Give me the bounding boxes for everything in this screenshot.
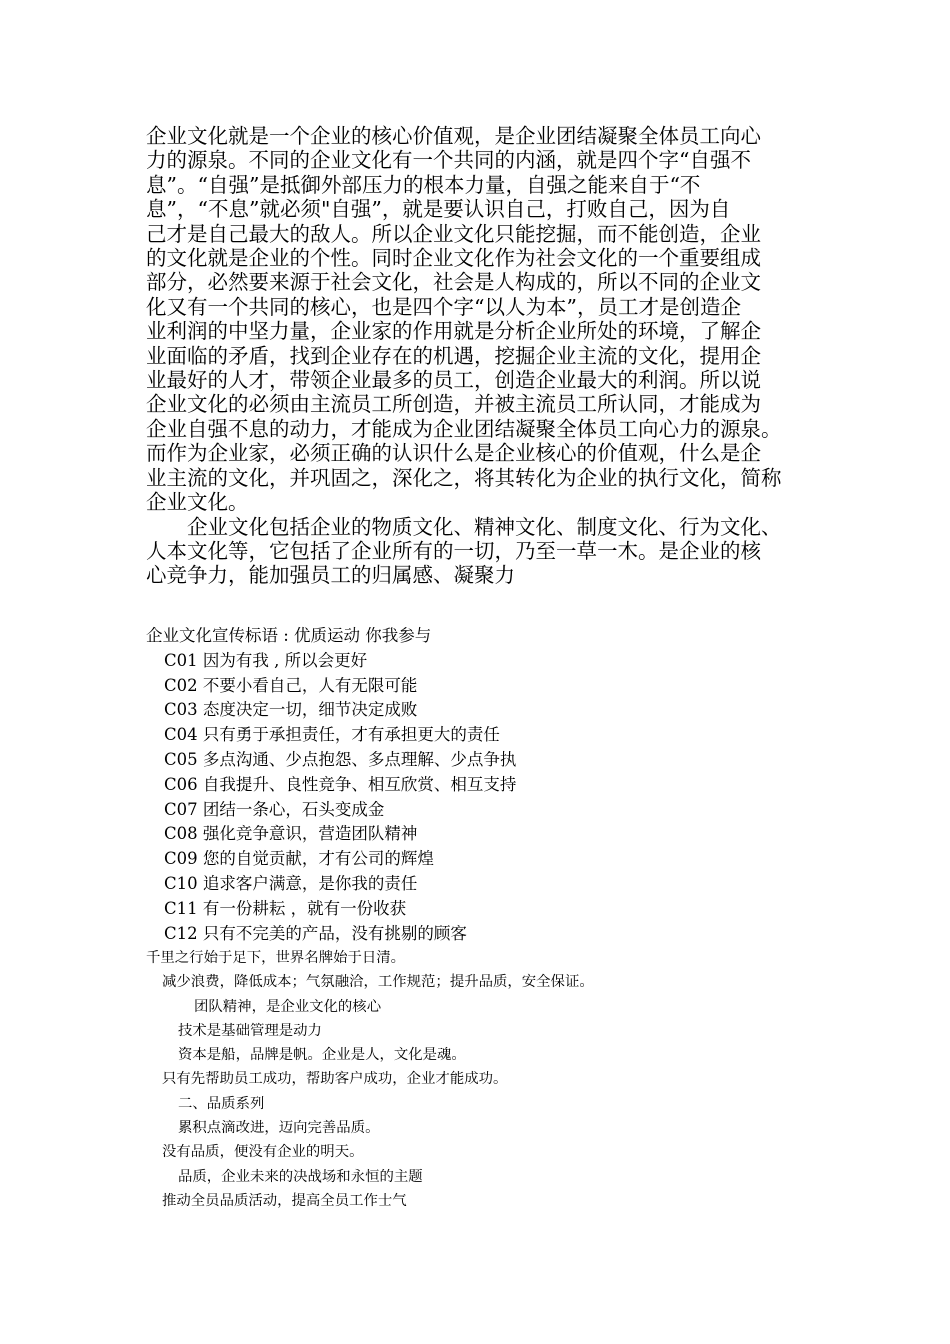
text-line: 业面临的矛盾，找到企业存在的机遇，挖掘企业主流的文化，提用企 <box>146 343 761 368</box>
text-line: 企业文化包括企业的物质文化、精神文化、制度文化、行为文化、 <box>146 514 782 539</box>
paragraph-culture-definition <box>146 124 826 515</box>
text-line: 企业文化就是一个企业的核心价值观，是企业团结凝聚全体员工向心 <box>146 124 761 148</box>
motto-line: 技术是基础管理是动力 <box>178 1022 322 1039</box>
text-line: 部分，必然要来源于社会文化，社会是人构成的，所以不同的企业文 <box>146 270 761 295</box>
motto-line: 资本是船，品牌是帆。企业是人，文化是魂。 <box>178 1047 466 1064</box>
text-line: 企业文化的必须由主流员工所创造，并被主流员工所认同，才能成为 <box>146 392 761 417</box>
text-line: 人本文化等，它包括了企业所有的一切，乃至一草一木。是企业的核 <box>146 538 761 563</box>
text-line: 心竞争力，能加强员工的归属感、凝聚力 <box>146 563 515 588</box>
slogan-item: C04 只有勇于承担责任，才有承担更大的责任 <box>164 725 500 745</box>
motto-line: 减少浪费，降低成本；气氛融洽，工作规范；提升品质，安全保证。 <box>162 974 594 991</box>
slogan-item: C08 强化竞争意识，营造团队精神 <box>164 824 418 844</box>
motto-line: 团队精神，是企业文化的核心 <box>194 998 382 1015</box>
motto-line: 推动全员品质活动，提高全员工作士气 <box>162 1192 407 1209</box>
motto-line: 二、品质系列 <box>178 1095 265 1112</box>
text-line: 的文化就是企业的个性。同时企业文化作为社会文化的一个重要组成 <box>146 246 761 271</box>
slogan-item: C11 有一份耕耘 ，就有一份收获 <box>164 898 407 918</box>
text-line: 化又有一个共同的核心，也是四个字“以人为本”，员工才是创造企 <box>146 294 741 319</box>
slogan-item: C09 您的自觉贡献，才有公司的辉煌 <box>164 849 434 869</box>
slogan-item: C02 不要小看自己，人有无限可能 <box>164 675 418 695</box>
slogan-item: C07 团结一条心，石头变成金 <box>164 799 385 819</box>
slogan-item: C01 因为有我 , 所以会更好 <box>164 650 368 670</box>
slogan-item: C05 多点沟通、少点抱怨、多点理解、少点争执 <box>164 749 517 769</box>
body-text <box>146 124 826 588</box>
text-line: 力的源泉。不同的企业文化有一个共同的内涵，就是四个字“自强不 <box>146 148 751 173</box>
slogan-item: C03 态度决定一切，细节决定成败 <box>164 700 418 720</box>
text-line: 息”。“自强”是抵御外部压力的根本力量，自强之能来自于“不 <box>146 172 701 197</box>
slogan-item: C06 自我提升、良性竞争、相互欣赏、相互支持 <box>164 774 517 794</box>
slogan-section <box>146 624 516 946</box>
slogan-item: C12 只有不完美的产品，没有挑剔的顾客 <box>164 923 467 943</box>
motto-line: 没有品质，便没有企业的明天。 <box>162 1144 364 1161</box>
text-line: 企业自强不息的动力，才能成为企业团结凝聚全体员工向心力的源泉。 <box>146 416 782 441</box>
motto-line: 千里之行始于足下，世界名牌始于日清。 <box>146 950 406 966</box>
text-line: 企业文化。 <box>146 490 249 515</box>
text-line: 而作为企业家，必须正确的认识什么是企业核心的价值观，什么是企 <box>146 441 761 466</box>
text-line: 业最好的人才，带领企业最多的员工，创造企业最大的利润。所以说 <box>146 368 761 393</box>
text-line: 业主流的文化，并巩固之，深化之，将其转化为企业的执行文化，简称 <box>146 465 782 490</box>
text-line: 业利润的中坚力量，企业家的作用就是分析企业所处的环境，了解企 <box>146 319 761 344</box>
text-line: 息”，“不息”就必须"自强”，就是要认识自己，打败自己，因为自 <box>146 197 731 222</box>
text-line: 己才是自己最大的敌人。所以企业文化只能挖掘，而不能创造，企业 <box>146 221 761 246</box>
motto-list <box>146 946 594 1213</box>
paragraph-culture-scope <box>146 515 826 588</box>
motto-line: 品质，企业未来的决战场和永恒的主题 <box>178 1168 423 1185</box>
motto-line: 累积点滴改进，迈向完善品质。 <box>178 1120 380 1137</box>
slogan-item: C10 追求客户满意，是你我的责任 <box>164 873 418 893</box>
slogan-heading: 企业文化宣传标语 : 优质运动 你我参与 <box>146 626 432 645</box>
motto-line: 只有先帮助员工成功，帮助客户成功，企业才能成功。 <box>162 1071 508 1088</box>
